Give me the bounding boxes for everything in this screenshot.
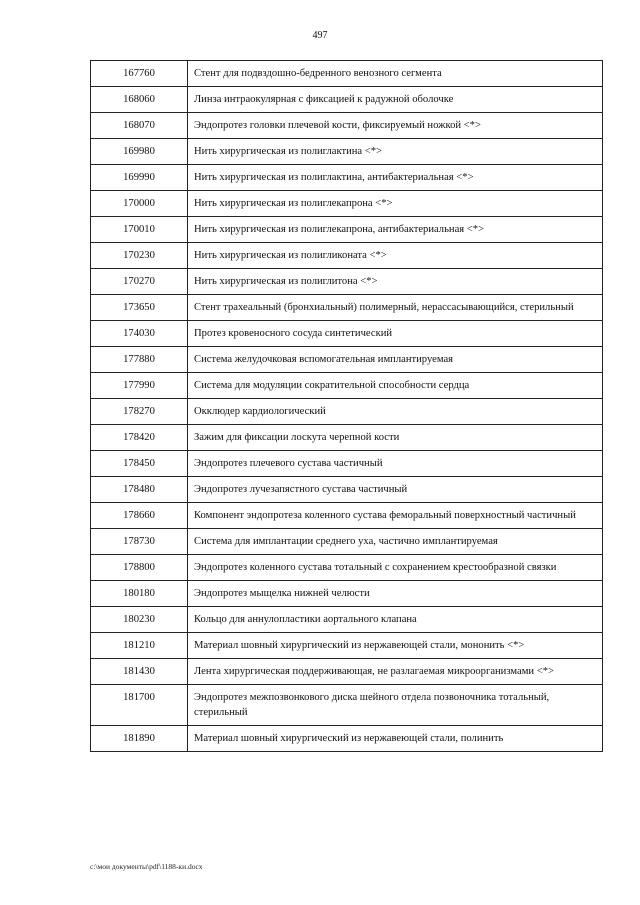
- table-row: [91, 399, 603, 425]
- device-code-cell: 168060: [91, 87, 188, 113]
- device-code-cell: 177880: [91, 347, 188, 373]
- table-row: [91, 139, 603, 165]
- device-code-cell: 170000: [91, 191, 188, 217]
- table-row: [91, 165, 603, 191]
- device-code-cell: 169990: [91, 165, 188, 191]
- device-name-cell: Эндопротез межпозвонкового диска шейного отдела позвоночника тотальный, стерильный: [188, 685, 603, 726]
- footer-file-path: c:\мои документы\pdf\1188-ки.docx: [90, 862, 203, 871]
- device-name-cell: Система для имплантации среднего уха, частично имплантируемая: [188, 529, 603, 555]
- device-code-cell: 170230: [91, 243, 188, 269]
- device-name-cell: Протез кровеносного сосуда синтетический: [188, 321, 603, 347]
- device-code-cell: 178660: [91, 503, 188, 529]
- device-name-cell: Нить хирургическая из полигликоната <*>: [188, 243, 603, 269]
- device-code-cell: 169980: [91, 139, 188, 165]
- table-row: [91, 191, 603, 217]
- device-code-cell: 178800: [91, 555, 188, 581]
- device-name-cell: Стент трахеальный (бронхиальный) полимерный, нерассасывающийся, стерильный: [188, 295, 603, 321]
- table-row: [91, 321, 603, 347]
- table-row: [91, 269, 603, 295]
- device-code-cell: 181210: [91, 633, 188, 659]
- device-code-cell: 181890: [91, 726, 188, 752]
- device-name-cell: Эндопротез головки плечевой кости, фиксируемый ножкой <*>: [188, 113, 603, 139]
- device-code-cell: 178270: [91, 399, 188, 425]
- table-row: [91, 555, 603, 581]
- device-code-cell: 180180: [91, 581, 188, 607]
- table-row: [91, 87, 603, 113]
- table-row: [91, 451, 603, 477]
- table-row: [91, 503, 603, 529]
- device-code-cell: 177990: [91, 373, 188, 399]
- device-code-cell: 170010: [91, 217, 188, 243]
- device-name-cell: Нить хирургическая из полиглактина, антибактериальная <*>: [188, 165, 603, 191]
- device-code-cell: 178730: [91, 529, 188, 555]
- device-code-cell: 181700: [91, 685, 188, 726]
- device-name-cell: Зажим для фиксации лоскута черепной кости: [188, 425, 603, 451]
- table-body: [91, 61, 603, 752]
- device-name-cell: Нить хирургическая из полиглактина <*>: [188, 139, 603, 165]
- device-code-cell: 173650: [91, 295, 188, 321]
- device-name-cell: Лента хирургическая поддерживающая, не разлагаемая микроорганизмами <*>: [188, 659, 603, 685]
- device-name-cell: Материал шовный хирургический из нержавеющей стали, мононить <*>: [188, 633, 603, 659]
- device-name-cell: Эндопротез коленного сустава тотальный с сохранением крестообразной связки: [188, 555, 603, 581]
- device-name-cell: Линза интраокулярная с фиксацией к радужной оболочке: [188, 87, 603, 113]
- table-row: [91, 425, 603, 451]
- table-row: [91, 373, 603, 399]
- table-row: [91, 61, 603, 87]
- device-name-cell: Эндопротез лучезапястного сустава частичный: [188, 477, 603, 503]
- table-row: [91, 726, 603, 752]
- medical-devices-table: [90, 60, 603, 752]
- device-name-cell: Система желудочковая вспомогательная имплантируемая: [188, 347, 603, 373]
- page-number: 497: [312, 30, 328, 41]
- device-name-cell: Нить хирургическая из полиглекапрона <*>: [188, 191, 603, 217]
- device-name-cell: Компонент эндопротеза коленного сустава феморальный поверхностный частичный: [188, 503, 603, 529]
- table-row: [91, 685, 603, 726]
- device-code-cell: 174030: [91, 321, 188, 347]
- table-row: [91, 659, 603, 685]
- device-code-cell: 180230: [91, 607, 188, 633]
- table-row: [91, 217, 603, 243]
- table-row: [91, 581, 603, 607]
- table-row: [91, 529, 603, 555]
- device-code-cell: 168070: [91, 113, 188, 139]
- device-code-cell: 178450: [91, 451, 188, 477]
- table-row: [91, 113, 603, 139]
- table-row: [91, 295, 603, 321]
- table-row: [91, 243, 603, 269]
- device-code-cell: 178420: [91, 425, 188, 451]
- device-name-cell: Нить хирургическая из полиглитона <*>: [188, 269, 603, 295]
- device-code-cell: 170270: [91, 269, 188, 295]
- device-code-cell: 178480: [91, 477, 188, 503]
- table-row: [91, 607, 603, 633]
- device-name-cell: Материал шовный хирургический из нержавеющей стали, полинить: [188, 726, 603, 752]
- device-name-cell: Эндопротез мыщелка нижней челюсти: [188, 581, 603, 607]
- device-name-cell: Стент для подвздошно-бедренного венозного сегмента: [188, 61, 603, 87]
- device-name-cell: Эндопротез плечевого сустава частичный: [188, 451, 603, 477]
- table-row: [91, 633, 603, 659]
- device-name-cell: Окклюдер кардиологический: [188, 399, 603, 425]
- table-row: [91, 477, 603, 503]
- device-code-cell: 167760: [91, 61, 188, 87]
- device-name-cell: Кольцо для аннулопластики аортального клапана: [188, 607, 603, 633]
- device-name-cell: Система для модуляции сократительной способности сердца: [188, 373, 603, 399]
- device-code-cell: 181430: [91, 659, 188, 685]
- device-name-cell: Нить хирургическая из полиглекапрона, антибактериальная <*>: [188, 217, 603, 243]
- table-row: [91, 347, 603, 373]
